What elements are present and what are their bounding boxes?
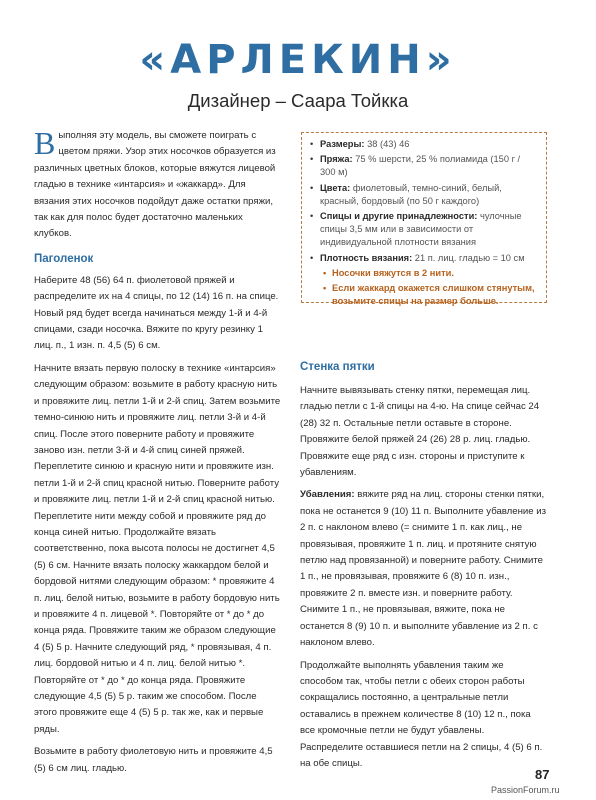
page-title: «АРЛЕКИН» [139,37,457,83]
cuff-paragraph-1: Наберите 48 (56) 64 п. фиолетовой пряжей и распределите их на 4 спицы, по 12 (14) 16 п. на спице. Новый ряд будет всегда начинаться между 1-й и 4-й спицами, сзади носочка. Вяжите по кругу резинку 1 лиц. п., 1 изн. п. 4,5 (5) 6 см. [34,274,279,352]
section-heading-heel: Стенка пятки [300,361,375,373]
spec-needles: • Спицы и другие принадлежности: чулочные спицы 3,5 мм или в зависимости от индивидуальной плотности вязания [310,210,538,250]
left-column [34,125,282,783]
spec-sizes: • Размеры: 38 (43) 46 [310,138,538,151]
spec-colors: • Цвета: фиолетовый, темно-синий, белый, красный, бордовый (по 50 г каждого) [310,182,538,208]
intro-paragraph [34,125,282,243]
right-column [300,355,548,778]
section-heading-cuff: Паголенок [34,252,94,265]
page-number: 87 [535,767,550,782]
specs-box [301,132,547,307]
decrease-text: вяжите ряд на лиц. стороны стенки пятки, пока не останется 9 (10) 11 п. Выполните убавление из 2 п. с наклоном влево (= снимите 1 п. как лиц., не провязывая, провяжите 1 п. лиц. и протяните снятую петлю над провязанной) и поверните работу. Снимите 1 п., не провязывая, провяжите 6 (8) 10 п. изн., провяжите 2 п. вместе изн. и поверните работу. Снимите 1 п., не провязывая, вяжите, пока не останется 8 (9) 10 п. и выполните убавление из 2 п. с наклоном влево. [300,489,547,649]
cuff-paragraph-3: Возьмите в работу фиолетовую нить и провяжите 4,5 (5) 6 см лиц. гладью. [34,746,273,774]
heel-paragraph-2 [300,487,548,651]
spec-gauge: • Плотность вязания: 21 п. лиц. гладью = 10 см [310,252,538,265]
spec-yarn: • Пряжа: 75 % шерсти, 25 % полиамида (150 г / 300 м) [310,153,538,179]
cuff-paragraph-2: Начните вязать первую полоску в технике «интарсия» следующим образом: возьмите в работу красную нить и провяжите лиц. петли 1-й и 2-й спиц. Затем возьмите темно-синюю нить и провяжите лиц. петли 3-й и 4-й спиц. После этого поверните работу и провяжите заново изн. петли 3-й и 4-й спиц синей пряжей. Переплетите синюю и красную нити и провяжите изн. петли 1-й и 2-й спиц красной нитью. Поверните работу и провяжите лиц. петли 1-й и 2-й спиц красной нитью. Переплетите нити между собой и провяжите ряд до конца синей нитью. Продолжайте вязать соответственно, пока высота полосы не достигнет 4,5 (5) 6 см. Начните вязать полоску жаккардом белой и бордовой нитями следующим образом: * провяжите 4 п. лиц. белой нитью, возьмите в работу бордовую нить и провяжите 4 п. лицевой *. Повторяйте от * до * до конца ряда. Провяжите таким же образом следующие 4 (5) 5 р. Начните следующий ряд, * провязывая, 4 п. лиц. бордовой нитью и 4 п. лиц. белой нитью *. Повторяйте от * до * до конца ряда. Провяжите следующие 4,5 (5) 5 р. таким же способом. После этого провяжите еще 4 (5) 5 р. так же, как и первые ряды. [34,362,281,735]
intro-text: ыполняя эту модель, вы сможете поиграть с цветом пряжи. Узор этих носочков образуется из различных цветных блоков, которые вяжутся лицевой гладью в технике «интарсия» и «жаккард». Для вязания этих носочков подойдут даже остатки пряжи, так как для полос будет достаточно маленьких клубков. [34,130,276,240]
watermark: PassionForum.ru [491,785,560,795]
spec-note-2: • Если жаккард окажется слишком стянутым, возьмите спицы на размер больше. [310,282,538,308]
dropcap: В [34,125,56,161]
heel-paragraph-1: Начните вывязывать стенку пятки, перемещая лиц. гладью петли с 1-й спицы на 4-ю. На спице сейчас 24 (28) 32 п. Остальные петли оставьте в стороне. Провяжите белой пряжей 24 (26) 28 р. лиц. гладью. Провяжите еще ряд с изн. стороны и приступите к убавлениям. [300,385,540,479]
designer-subtitle: Дизайнер – Саара Тойкка [187,90,409,111]
heel-paragraph-3: Продолжайте выполнять убавления таким же способом так, чтобы петли с обеих сторон работы сокращались постоянно, а центральные петли оставались в прежнем количестве 8 (10) 12 п., пока все кромочные петли не будут убавлены. Распределите оставшиеся петли на 2 спицы, 4 (5) 6 п. на обе спицы. [300,659,543,769]
decrease-label: Убавления: [300,489,355,501]
spec-note-1: • Носочки вяжутся в 2 нити. [310,267,538,280]
